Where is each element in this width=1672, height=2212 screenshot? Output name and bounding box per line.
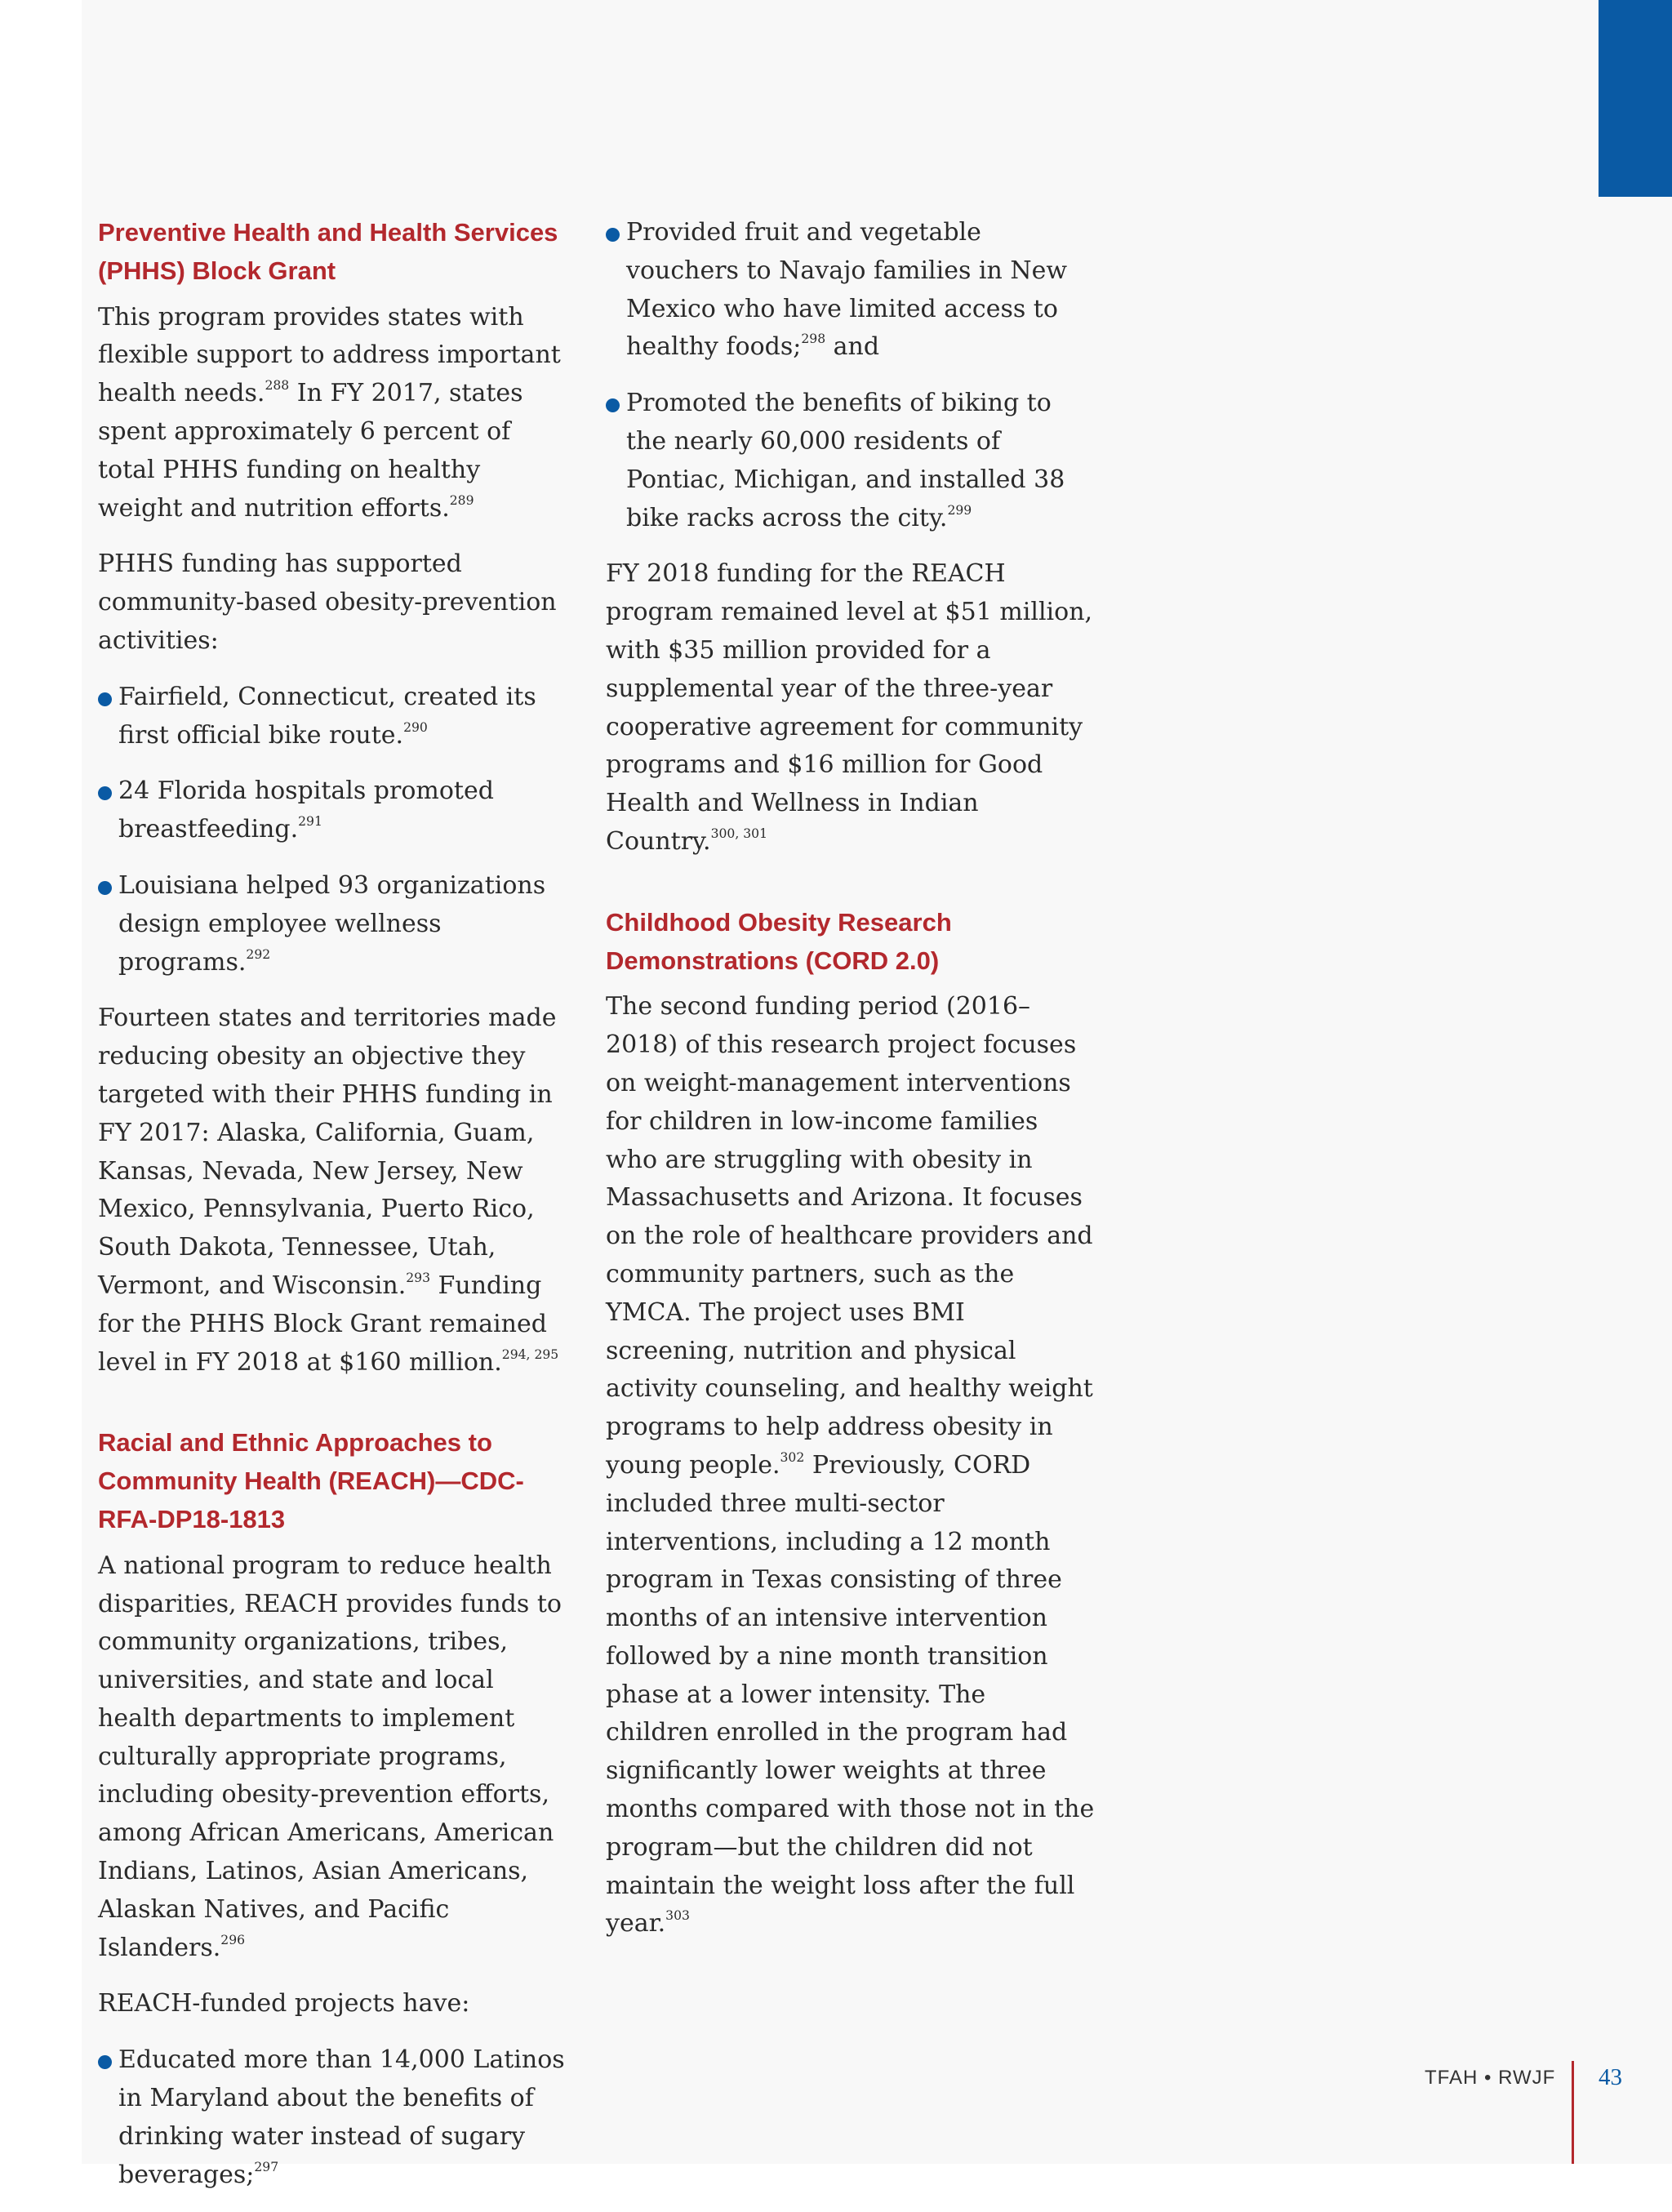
- footnote-ref: 291: [298, 814, 322, 830]
- footnote-ref: 297: [254, 2159, 279, 2174]
- phhs-paragraph-2: PHHS funding has supported community-based obesity-prevention activities:: [98, 550, 557, 655]
- footnote-ref: 302: [780, 1449, 805, 1465]
- footnote-ref: 292: [246, 946, 271, 962]
- footnote-ref: 300, 301: [710, 826, 768, 841]
- reach-funding-paragraph: FY 2018 funding for the REACH program remained level at $51 million, with $35 million provided for a supplemental year of the three-year cooperative agreement for community programs and $16 million for Good Health and Wellness in Indian Country.$^{300, 301}$: [606, 559, 1093, 856]
- reach-heading: Racial and Ethnic Approaches to Community Health (REACH)—CDC-RFA-DP18-1813: [98, 1428, 524, 1533]
- bullet-dot-icon: [98, 881, 112, 895]
- list-item: Fairfield, Connecticut, created its first official bike route.$^{290}$: [98, 679, 571, 755]
- footnote-ref: 296: [220, 1932, 246, 1947]
- phhs-bullet-list: [98, 679, 571, 982]
- footnote-ref: 298: [801, 332, 826, 347]
- footnote-ref: 299: [947, 502, 972, 518]
- list-item: 24 Florida hospitals promoted breastfeeding.$^{291}$: [98, 772, 571, 849]
- footnote-ref: 288: [265, 378, 290, 394]
- bullet-dot-icon: [98, 786, 112, 800]
- phhs-heading: Preventive Health and Health Services (PHHS) Block Grant: [98, 218, 558, 285]
- bullet-dot-icon: [606, 398, 620, 412]
- reach-bullet-list-continued: [606, 214, 1096, 537]
- right-column: [606, 214, 1096, 1961]
- footer-brand: TFAH • RWJF: [1425, 2067, 1556, 2089]
- list-item: Educated more than 14,000 Latinos in Maryland about the benefits of drinking water instead of sugary beverages;$^{297}$: [98, 2041, 571, 2194]
- footnote-ref: 290: [403, 719, 428, 735]
- page-number: 43: [1599, 2064, 1622, 2090]
- phhs-paragraph-1: This program provides states with flexible support to address important health needs.$^{288}$ In FY 2017, states spent approximately 6 percent of total PHHS funding on healthy weight and nutrition efforts.$^{289}$: [98, 302, 561, 523]
- list-item: Louisiana helped 93 organizations design employee wellness programs.$^{292}$: [98, 867, 571, 981]
- cord-heading: Childhood Obesity Research Demonstrations (CORD 2.0): [606, 907, 952, 975]
- reach-bullet-list: [98, 2041, 571, 2194]
- footnote-ref: 294, 295: [501, 1346, 559, 1362]
- footnote-ref: 289: [449, 492, 474, 508]
- footer-divider: [1572, 2061, 1574, 2164]
- reach-paragraph-2: REACH-funded projects have:: [98, 1989, 470, 2018]
- left-column: [98, 214, 571, 2212]
- footnote-ref: 303: [665, 1908, 690, 1924]
- list-item: Promoted the benefits of biking to the nearly 60,000 residents of Pontiac, Michigan, and installed 38 bike racks across the city.$^{299}$: [606, 385, 1096, 537]
- section-tab-marker: [1599, 0, 1672, 197]
- bullet-dot-icon: [98, 692, 112, 706]
- bullet-dot-icon: [606, 228, 620, 242]
- footnote-ref: 293: [406, 1270, 431, 1285]
- phhs-paragraph-3: Fourteen states and territories made reducing obesity an objective they targeted with their PHHS funding in FY 2017: Alaska, California, Guam, Kansas, Nevada, New Jersey, New Mexico, Pennsylvania, Puerto Rico, South Dakota, Tennessee, Utah, Vermont, and Wisconsin.$^{293}$ Funding for the PHHS Block Grant remained level in FY 2018 at $160 million.$^{294, 295}$: [98, 1004, 559, 1377]
- bullet-dot-icon: [98, 2055, 112, 2069]
- reach-paragraph-1: A national program to reduce health disparities, REACH provides funds to community organizations, tribes, universities, and state and local health departments to implement culturally appropriate programs, including obesity-prevention efforts, among African Americans, American Indians, Latinos, Asian Americans, Alaskan Natives, and Pacific Islanders.$^{296}$: [98, 1551, 562, 1962]
- cord-paragraph: The second funding period (2016–2018) of this research project focuses on weight-management interventions for children in low-income families who are struggling with obesity in Massachusetts and Arizona. It focuses on the role of healthcare providers and community partners, such as the YMCA. The project uses BMI screening, nutrition and physical activity counseling, and healthy weight programs to help address obesity in young people.$^{302}$ Previously, CORD included three multi-sector interventions, including a 12 month program in Texas consisting of three months of an intensive intervention followed by a nine month transition phase at a lower intensity. The children enrolled in the program had significantly lower weights at three months compared with those not in the program—but the children did not maintain the weight loss after the full year.$^{303}$: [606, 992, 1095, 1938]
- list-item: Provided fruit and vegetable vouchers to Navajo families in New Mexico who have limited access to healthy foods;$^{298}$ and: [606, 214, 1096, 367]
